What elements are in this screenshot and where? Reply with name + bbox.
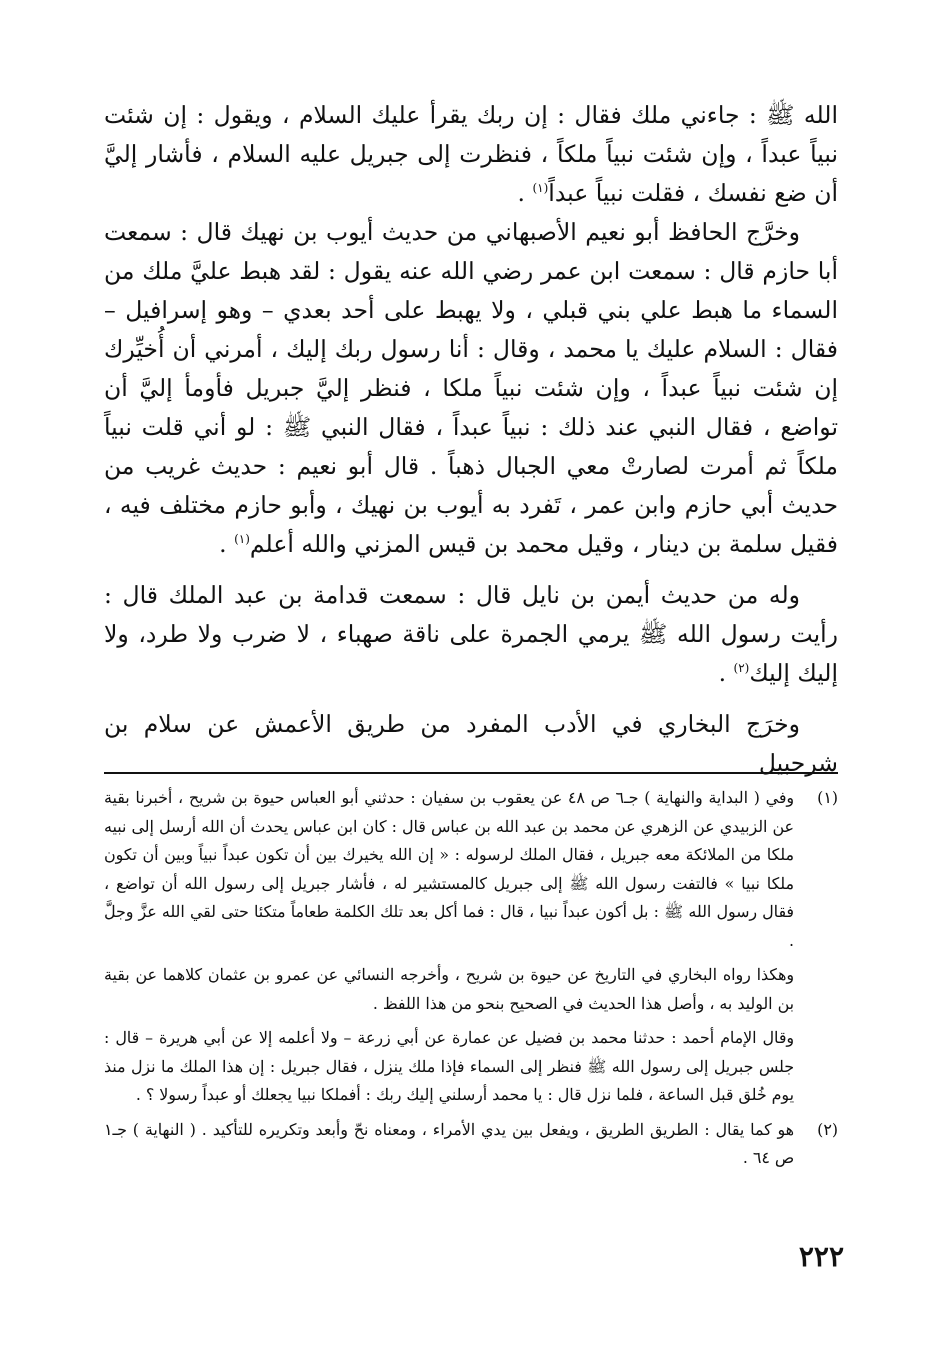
paragraph-text: وخرَّج الحافظ أبو نعيم الأصبهاني من حديث أيوب بن نهيك قال : سمعت أبا حازم قال : سمعت ابن عمر رضي الله عنه يقول : لقد هبط عليَّ ملك من السماء ما هبط علي بني قبلي ، ولا يهبط على أحد بعدي – وهو إسرافيل – فقال : السلام عليك يا محمد ، وقال : أنا رسول ربك إليك ، أمرني أن أُخيِّرك إن شئت نبياً عبداً ، وإن شئت نبياً ملكا ، فنظر إليَّ جبريل فأومأ إليَّ أن تواضع ، فقال النبي عند ذلك : نبياً عبداً ، فقال النبي ﷺ : لو أني قلت نبياً ملكاً ثم أمرت لصارتْ معي الجبال ذهباً . قال أبو نعيم : حديث غريب من حديث أبي حازم وابن عمر ، تَفرد به أيوب بن نهيك ، وأبو حازم مختلف فيه ، فقيل سلمة بن دينار ، وقيل محمد بن قيس المزني والله أعلم [104,218,838,558]
footnote-ref: (١) [234,532,250,547]
paragraph [104,576,838,693]
footnote-ref: (١) [532,181,549,196]
paragraph-tail: . [718,659,734,687]
main-text [104,96,838,783]
footnote-ref: (٢) [733,661,750,676]
footnote-text: وقال الإمام أحمد : حدثنا محمد بن فضيل عن عمارة عن أبي زرعة – ولا أعلمه إلا عن أبي هريرة – قال : جلس جبريل إلى رسول الله ﷺ فنظر إلى السماء فإذا ملك ينزل ، فقال جبريل : إن هذا الملك ما نزل منذ يوم خُلق قبل الساعة ، فلما نزل قال : يا محمد أرسلني إليك ربك : أفملكا نبيا يجعلك أو عبداً رسولا ؟ . [104,1028,794,1104]
page-number: ٢٢٢ [798,1240,844,1273]
paragraph-text: الله ﷺ : جاءني ملك فقال : إن ربك يقرأ عليك السلام ، ويقول : إن شئت نبياً عبداً ، وإن شئت نبياً ملكاً ، فنظرت إلى جبريل عليه السلام ، فأشار إليَّ أن ضع نفسك ، فقلت نبياً عبداً [104,101,838,207]
footnotes [104,784,838,1173]
footnote-text: وهكذا رواه البخاري في التاريخ عن حيوة بن شريح ، وأخرجه النسائي عن عمرو بن عثمان كلاهما عن بقية بن الوليد به ، وأصل هذا الحديث في الصحيح بنحو من هذا اللفظ . [104,965,794,1013]
footnote-number: (٢) [817,1119,838,1139]
paragraph [104,213,838,564]
footnote-text: هو كما يقال : الطريق الطريق ، ويفعل بين يدي الأمراء ، ومعناه نحّ وأبعد وتكريره للتأكيد . ( النهاية ) جـ١ ص ٦٤ . [104,1119,794,1167]
footnote-text: وفي ( البداية والنهاية ) جـ٦ ص ٤٨ عن يعقوب بن سفيان : حدثني أبو العباس حيوة بن شريح ، أخبرنا بقية عن الزبيدي عن الزهري عن محمد بن عبد الله بن عباس قال : كان ابن عباس يحدث أن الله أرسل إلى نبيه ملكا من الملائكة معه جبريل ، فقال الملك لرسوله : « إن الله يخيرك بين أن تكون عبداً نبياً وبين أن تكون ملكا نبيا » فالتفت رسول الله ﷺ إلى جبريل كالمستشير له ، فأشار جبريل إلى رسول الله أن تواضع ، فقال رسول الله ﷺ : بل أكون عبداً نبيا ، قال : فما أكل بعد تلك الكلمة طعاماً متكئا حتى لقي الله عزَّ وجلَّ . [104,788,795,950]
footnote [104,1116,838,1173]
footnote-separator [104,772,838,774]
paragraph-text: وله من حديث أيمن بن نايل قال : سمعت قدامة بن عبد الملك قال : رأيت رسول الله ﷺ يرمي الجمرة على ناقة صهباء ، لا ضرب ولا طرد، ولا إليك إليك [104,581,838,687]
paragraph-tail: . [517,179,533,207]
footnote-number: (١) [817,788,838,807]
paragraph-tail: . [219,530,235,558]
paragraph [104,96,838,213]
footnote [104,784,838,1110]
paragraph-text: وخرَج البخاري في الأدب المفرد من طريق الأعمش عن سلام بن شرحبيل [104,710,838,777]
